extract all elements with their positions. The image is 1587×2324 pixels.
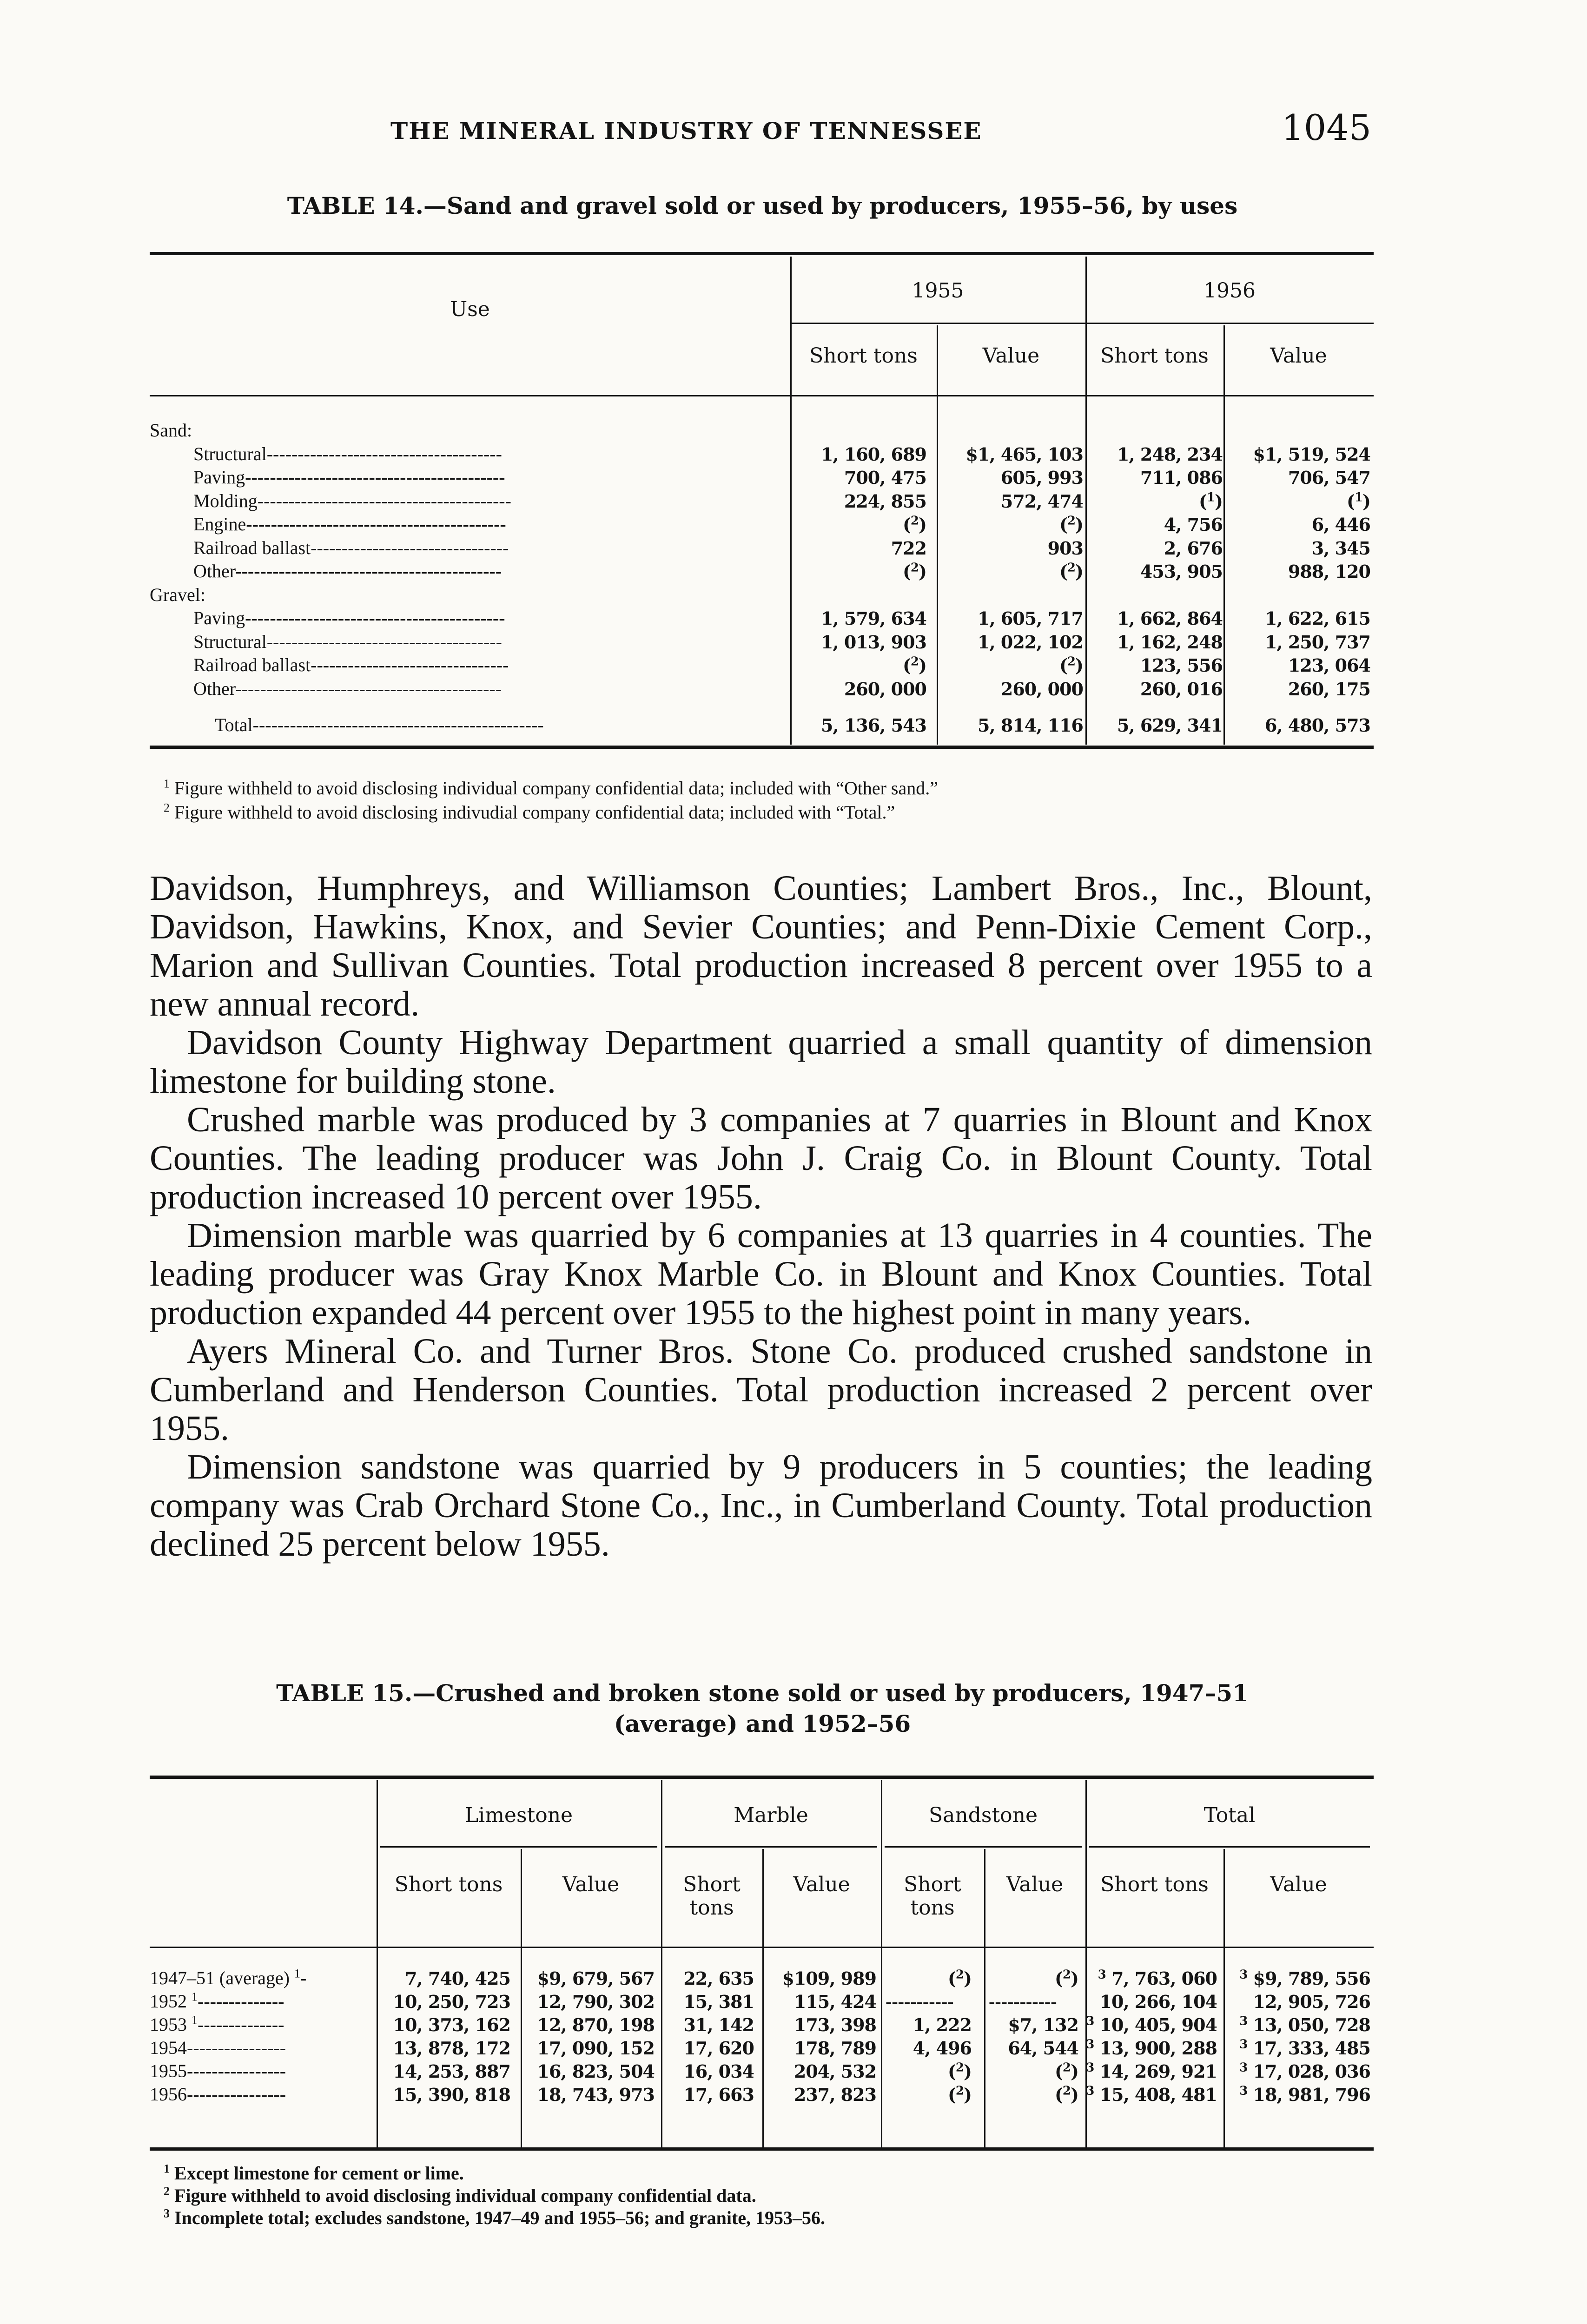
table15-cell: ($^2$) bbox=[1054, 1967, 1078, 1989]
table15-col-divider bbox=[661, 1780, 662, 2147]
table15-cell: 12, 905, 726 bbox=[1253, 1991, 1370, 2012]
table15-subheader: Short tons bbox=[904, 1873, 961, 1920]
table15-caption-line2: (average) and 1952–56 bbox=[614, 1710, 911, 1737]
table15-subheader: Value bbox=[562, 1873, 620, 1896]
table14-cell: ($^2$) bbox=[1059, 654, 1083, 676]
table14-cell: 260, 000 bbox=[1000, 678, 1083, 700]
table15-cell: 12, 870, 198 bbox=[537, 2014, 655, 2035]
table15-cell: 10, 373, 162 bbox=[393, 2014, 510, 2035]
table14-cell: 1, 013, 903 bbox=[820, 631, 926, 653]
table14-cell: 260, 000 bbox=[844, 678, 926, 700]
table14-cell: 1, 662, 864 bbox=[1117, 608, 1223, 629]
table14-col-divider bbox=[1223, 325, 1225, 745]
table14-caption: TABLE 14.—Sand and gravel sold or used by producers, 1955–56, by uses bbox=[287, 192, 1238, 219]
table14-cell: ($^2$) bbox=[902, 514, 926, 535]
table14-cell: 1, 605, 717 bbox=[977, 608, 1083, 629]
table15-caption-line1: TABLE 15.—Crushed and broken stone sold or used by producers, 1947–51 bbox=[276, 1679, 1249, 1707]
table14-cell: 260, 016 bbox=[1140, 678, 1223, 700]
table15-cell: 12, 790, 302 bbox=[537, 1991, 655, 2012]
table14-cell: 711, 086 bbox=[1140, 467, 1223, 488]
table14-cell: 1, 579, 634 bbox=[820, 608, 926, 629]
table14-total-cell: 5, 629, 341 bbox=[1117, 715, 1223, 736]
table15-group-rule bbox=[885, 1846, 1082, 1848]
table14-cell: 700, 475 bbox=[844, 467, 926, 488]
table14-footnote: $^2$ Figure withheld to avoid disclosing indivudial company confidential data; included with “Total.” bbox=[164, 801, 895, 823]
table14-cell: ($^1$) bbox=[1346, 490, 1370, 512]
table15-cell: $9, 679, 567 bbox=[537, 1968, 655, 1989]
table14-row-label: Structural-------------------------------------- bbox=[193, 443, 502, 464]
table15-empty-cell: ----------- bbox=[989, 1991, 1057, 2012]
table15-cell: 31, 142 bbox=[683, 2014, 754, 2035]
table14-cell: 3, 345 bbox=[1311, 537, 1370, 559]
table15-row-label: 1956---------------- bbox=[150, 2084, 286, 2105]
table15-cell: 13, 878, 172 bbox=[393, 2038, 510, 2059]
table14-header-rule bbox=[150, 395, 1374, 396]
table15-cell: $^3$ $9, 789, 556 bbox=[1239, 1967, 1370, 1989]
table14-cell: 988, 120 bbox=[1288, 561, 1370, 582]
table15-subheader: Short tons bbox=[683, 1873, 741, 1920]
table14-row-label: Molding----------------------------------------- bbox=[193, 490, 511, 511]
table14-bottom-rule bbox=[150, 746, 1374, 749]
table14-cell: 260, 175 bbox=[1288, 678, 1370, 700]
table14-cell: ($^2$) bbox=[1059, 561, 1083, 582]
table15-cell: 178, 789 bbox=[794, 2038, 876, 2059]
table15-cell: 1, 222 bbox=[913, 2014, 972, 2035]
table15-subheader: Value bbox=[793, 1873, 850, 1896]
table15-cell: 17, 663 bbox=[683, 2084, 754, 2105]
table15-cell: 15, 381 bbox=[683, 1991, 754, 2012]
table15-row-label: 1952 $^1$-------------- bbox=[150, 1990, 284, 2012]
table14-cell: $1, 465, 103 bbox=[965, 443, 1083, 465]
page-number: 1045 bbox=[1281, 107, 1371, 148]
table15-cell: 237, 823 bbox=[794, 2084, 876, 2105]
table14-cell: 903 bbox=[1047, 537, 1083, 559]
table14-cell: 1, 022, 102 bbox=[977, 631, 1083, 653]
table14-cell: 2, 676 bbox=[1164, 537, 1223, 559]
table14-cell: 706, 547 bbox=[1288, 467, 1370, 488]
running-title: THE MINERAL INDUSTRY OF TENNESSEE bbox=[390, 117, 982, 145]
table15-footnote: $^2$ Figure withheld to avoid disclosing individual company confidential data. bbox=[164, 2184, 756, 2206]
table14-cell: ($^2$) bbox=[902, 654, 926, 676]
table15-cell: 22, 635 bbox=[683, 1968, 754, 1989]
table14-row-label: Railroad ballast-------------------------------- bbox=[193, 654, 509, 675]
table15-group-rule bbox=[665, 1846, 877, 1848]
table15-cell: 16, 034 bbox=[683, 2061, 754, 2082]
table14-cell: 123, 556 bbox=[1140, 655, 1223, 676]
table15-caption bbox=[153, 1678, 1371, 1739]
table15-row-label: 1947–51 (average) $^1$- bbox=[150, 1967, 307, 1988]
table15-group-rule bbox=[1089, 1846, 1370, 1848]
table15-cell: 16, 823, 504 bbox=[537, 2061, 655, 2082]
table14-group-label: Gravel: bbox=[150, 584, 205, 605]
table15-cell: 4, 496 bbox=[913, 2038, 972, 2059]
table14-cell: 4, 756 bbox=[1164, 514, 1223, 535]
table15-subheader: Short tons bbox=[394, 1873, 503, 1896]
table15-cell: 17, 090, 152 bbox=[537, 2038, 655, 2059]
table15-subheader: Short tons bbox=[1100, 1873, 1209, 1896]
table15-cell: $^3$ 15, 408, 481 bbox=[1086, 2084, 1217, 2105]
table15-cell: 64, 544 bbox=[1008, 2038, 1078, 2059]
table14-total-label: Total----------------------------------------------- bbox=[215, 714, 544, 735]
table14-cell: 605, 993 bbox=[1000, 467, 1083, 488]
body-paragraph: Dimension sandstone was quarried by 9 producers in 5 counties; the leading company was Crab Orchard Stone Co., Inc., in Cumberland County. Total production declined 25 percent below 1955. bbox=[150, 1447, 1372, 1564]
table14-cell: 1, 248, 234 bbox=[1117, 443, 1223, 465]
running-head bbox=[153, 107, 1371, 158]
table15-cell: 14, 253, 887 bbox=[393, 2061, 510, 2082]
table15-cell: 17, 620 bbox=[683, 2038, 754, 2059]
table15-cell: 204, 532 bbox=[794, 2061, 876, 2082]
table14-subheader: Value bbox=[982, 344, 1040, 368]
table14-cell: 722 bbox=[891, 537, 926, 559]
table14-cell: ($^2$) bbox=[1059, 514, 1083, 535]
table15-cell: $^3$ 13, 900, 288 bbox=[1086, 2037, 1217, 2059]
table14-cell: 1, 250, 737 bbox=[1264, 631, 1370, 653]
table15-bottom-rule bbox=[150, 2147, 1374, 2151]
table14-cell: 453, 905 bbox=[1140, 561, 1223, 582]
table14-total-cell: 5, 814, 116 bbox=[977, 715, 1083, 736]
table14-row-label: Other------------------------------------------- bbox=[193, 678, 502, 699]
table14-cell: 224, 855 bbox=[844, 490, 926, 512]
body-paragraph: Dimension marble was quarried by 6 companies at 13 quarries in 4 counties. The leading producer was Gray Knox Marble Co. in Blount and Knox Counties. Total production expanded 44 percent over 1955 to the highest point in many years. bbox=[150, 1216, 1372, 1332]
table14-cell: 123, 064 bbox=[1288, 655, 1370, 676]
table14-cell: $1, 519, 524 bbox=[1253, 443, 1370, 465]
table15-group-rule bbox=[380, 1846, 657, 1848]
table15-subheader: Value bbox=[1270, 1873, 1327, 1896]
table14-total-cell: 6, 480, 573 bbox=[1264, 715, 1370, 736]
table14-cell: ($^1$) bbox=[1198, 490, 1223, 512]
table15-subheader: Value bbox=[1006, 1873, 1064, 1896]
table14-cell: 1, 622, 615 bbox=[1264, 608, 1370, 629]
table15-cell: ($^2$) bbox=[1054, 2060, 1078, 2082]
table15-cell: 173, 398 bbox=[794, 2014, 876, 2035]
table15-cell: 10, 250, 723 bbox=[393, 1991, 510, 2012]
table14-group-label: Sand: bbox=[150, 420, 192, 441]
table14-total-cell: 5, 136, 543 bbox=[820, 715, 926, 736]
table15-cell: $^3$ 18, 981, 796 bbox=[1239, 2084, 1370, 2105]
table14-year-header: 1956 bbox=[1203, 279, 1256, 303]
table14-row-label: Railroad ballast-------------------------------- bbox=[193, 537, 509, 558]
table15-cell: $^3$ 13, 050, 728 bbox=[1239, 2014, 1370, 2035]
body-paragraph: Ayers Mineral Co. and Turner Bros. Stone Co. produced crushed sandstone in Cumberland and Henderson Counties. Total production increased 2 percent over 1955. bbox=[150, 1332, 1372, 1448]
body-paragraph: Crushed marble was produced by 3 companies at 7 quarries in Blount and Knox Counties. The leading producer was John J. Craig Co. in Blount County. Total production increased 10 percent over 1955. bbox=[150, 1100, 1372, 1216]
table15-group-header: Total bbox=[1203, 1803, 1256, 1827]
table15-col-divider bbox=[377, 1780, 378, 2147]
table15-cell: $^3$ 17, 028, 036 bbox=[1239, 2060, 1370, 2082]
table14-top-rule bbox=[150, 252, 1374, 255]
table14-subheader: Short tons bbox=[1100, 344, 1209, 368]
table15-cell: $^3$ 17, 333, 485 bbox=[1239, 2037, 1370, 2059]
table15-cell: $109, 989 bbox=[782, 1968, 876, 1989]
table14-subheader: Short tons bbox=[809, 344, 918, 368]
table15-cell: 18, 743, 973 bbox=[537, 2084, 655, 2105]
table15-cell: $^3$ 14, 269, 921 bbox=[1086, 2060, 1217, 2082]
table15-cell: 115, 424 bbox=[794, 1991, 876, 2012]
table14-row-label: Paving------------------------------------------ bbox=[193, 607, 505, 628]
table15-cell: 10, 266, 104 bbox=[1099, 1991, 1217, 2012]
table14-col-divider bbox=[937, 325, 938, 745]
table15-top-rule bbox=[150, 1776, 1374, 1779]
table15-footnote: $^1$ Except limestone for cement or lime. bbox=[164, 2162, 464, 2184]
table15-cell: $^3$ 10, 405, 904 bbox=[1086, 2014, 1217, 2035]
table15-header-rule bbox=[150, 1947, 1374, 1948]
table14-cell: 1, 160, 689 bbox=[820, 443, 926, 465]
table15-group-header: Sandstone bbox=[928, 1803, 1038, 1827]
table14-footnote: $^1$ Figure withheld to avoid disclosing individual company confidential data; included with “Other sand.” bbox=[164, 777, 938, 799]
table15-cell: ($^2$) bbox=[947, 1967, 972, 1989]
table14-cell: 6, 446 bbox=[1311, 514, 1370, 535]
body-text bbox=[150, 869, 1372, 1564]
table15-row-label: 1954---------------- bbox=[150, 2037, 286, 2058]
table15-group-header: Limestone bbox=[464, 1803, 573, 1827]
table15-cell: ($^2$) bbox=[947, 2060, 972, 2082]
table15-row-label: 1953 $^1$-------------- bbox=[150, 2013, 284, 2035]
table14-cell: ($^2$) bbox=[902, 561, 926, 582]
table14-cell: 1, 162, 248 bbox=[1117, 631, 1223, 653]
table15-cell: 15, 390, 818 bbox=[393, 2084, 510, 2105]
table15-cell: 7, 740, 425 bbox=[404, 1968, 510, 1989]
table15-cell: ($^2$) bbox=[1054, 2084, 1078, 2105]
body-paragraph: Davidson County Highway Department quarried a small quantity of dimension limestone for building stone. bbox=[150, 1023, 1372, 1101]
table15-cell: ($^2$) bbox=[947, 2084, 972, 2105]
table14-row-label: Engine------------------------------------------ bbox=[193, 514, 506, 535]
table15-cell: $^3$ 7, 763, 060 bbox=[1098, 1967, 1217, 1989]
table14-cell: 572, 474 bbox=[1000, 490, 1083, 512]
table15-group-header: Marble bbox=[734, 1803, 808, 1827]
body-paragraph: Davidson, Humphreys, and Williamson Counties; Lambert Bros., Inc., Blount, Davidson, Hawkins, Knox, and Sevier Counties; and Penn-Dixie Cement Corp., Marion and Sullivan Counties. Total production increased 8 percent over 1955 to a new annual record. bbox=[150, 869, 1372, 1023]
table14-stub-header: Use bbox=[450, 297, 490, 321]
table15-empty-cell: ----------- bbox=[886, 1991, 954, 2012]
table14-stub-divider bbox=[790, 257, 792, 745]
table14-year-divider bbox=[1085, 257, 1087, 745]
table14-row-label: Structural-------------------------------------- bbox=[193, 631, 502, 652]
table15-row-label: 1955---------------- bbox=[150, 2060, 286, 2081]
table15-cell: $7, 132 bbox=[1008, 2014, 1078, 2035]
table15-footnote: $^3$ Incomplete total; excludes sandstone, 1947–49 and 1955–56; and granite, 1953–56. bbox=[164, 2206, 826, 2228]
table14-year-rule bbox=[790, 323, 1374, 324]
table14-row-label: Other------------------------------------------- bbox=[193, 561, 502, 581]
table15-col-divider bbox=[881, 1780, 882, 2147]
table14-subheader: Value bbox=[1270, 344, 1327, 368]
table14-row-label: Paving------------------------------------------ bbox=[193, 467, 505, 488]
table14-year-header: 1955 bbox=[912, 279, 964, 303]
